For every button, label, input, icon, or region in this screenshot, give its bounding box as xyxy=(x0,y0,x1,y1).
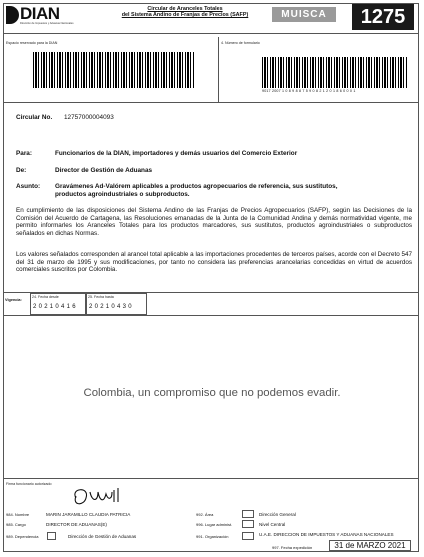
name-value: MARIN JARAMILLO CLAUDIA PATRICIA xyxy=(46,512,131,517)
org-value: U.A.E. DIRECCION DE IMPUESTOS Y ADUANAS NACIONALES xyxy=(259,532,394,537)
vigencia-label: Vigencia: xyxy=(5,298,22,302)
muisca-logo: MUISCA xyxy=(272,7,336,22)
barcode-image xyxy=(33,52,195,88)
de-value: Director de Gestión de Aduanas xyxy=(55,167,153,174)
para-label: Para: xyxy=(16,150,32,157)
para-value: Funcionarios de la DIAN, importadores y demás usuarios del Comercio Exterior xyxy=(55,150,298,157)
handwritten-signature xyxy=(68,484,128,510)
title-line-1: Circular de Aranceles Totales xyxy=(147,6,223,12)
dependencia-value: Dirección de Gestión de Aduanas xyxy=(68,534,137,539)
date-from-value: 2 0 2 1 0 4 1 6 xyxy=(33,304,76,310)
authorized-label: Firma funcionario autorizado xyxy=(6,482,52,486)
logo-subtitle: Dirección de Impuestos y Aduanas Nacionales xyxy=(20,22,74,25)
circular-label: Circular No. xyxy=(16,114,53,121)
date-to-label: 25. Fecha hasta xyxy=(88,295,114,299)
divider xyxy=(3,478,419,479)
circular-number: 12757000004093 xyxy=(64,114,114,121)
org-box xyxy=(242,532,254,540)
cargo-label: 985. Cargo xyxy=(6,522,26,527)
divider xyxy=(218,37,219,102)
reserved-label: Espacio reservado para la DIAN xyxy=(6,41,58,45)
de-label: De: xyxy=(16,167,27,174)
date-to-value: 2 0 2 1 0 4 3 0 xyxy=(89,304,132,310)
org-label: 991. Organización xyxy=(196,534,229,539)
level-value: Nivel Central xyxy=(259,522,286,527)
level-box xyxy=(242,520,254,528)
date-issue-value: 31 de MARZO 2021 xyxy=(329,540,411,551)
paragraph-compliance: En cumplimiento de las disposiciones del Sistema Andino de las Franjas de Precios Agropecuarios (SAFP), según las Decisiones de la Comisión del Acuerdo de Cartagena, las Resoluciones emanadas de la Junta de la Comunidad Andina y demás normatividad vigente, me permito informarles los Aranceles Totales para los productos marcadores, sus sustitutos, productos agroindustriales o subproductos señalados en dichas Normas. xyxy=(16,207,412,237)
barcode-image-2 xyxy=(262,57,408,88)
asunto-label: Asunto: xyxy=(16,183,41,190)
dependencia-box xyxy=(47,532,56,540)
date-from-label: 24. Fecha desde xyxy=(32,295,59,299)
name-label: 984. Nombre xyxy=(6,512,30,517)
date-issue-label: 997. Fecha expedición xyxy=(272,545,313,550)
paragraph-values: Los valores señalados corresponden al arancel total aplicable a las importaciones procedentes de terceros países, acorde con el Decreto 547 del 31 de marzo de 1995 y sus modificaciones, por tanto no considera las preferencias arancelarias concedidas en virtud de acuerdos comerciales suscritos por Colombia. xyxy=(16,251,412,274)
dependencia-label: 989. Dependencia xyxy=(6,534,39,539)
divider xyxy=(3,102,419,103)
form-number-badge: 1275 xyxy=(352,4,414,30)
slogan: Colombia, un compromiso que no podemos evadir. xyxy=(83,387,341,399)
divider xyxy=(3,33,419,34)
area-box xyxy=(242,510,254,518)
area-value: Dirección General xyxy=(259,512,296,517)
asunto-value: Gravámenes Ad-Valórem aplicables a productos agropecuarios de referencia, sus sustitutos, productos agroindustriales o subproductos. xyxy=(55,183,338,198)
barcode-number: 9017 2007 1 0 8 9 8 8 7 5 9 0 8 2 1 2 0 1 8 6 0 0 0 1 xyxy=(262,89,356,93)
document-title xyxy=(100,6,270,19)
form-number-label: 4. Número de formulario xyxy=(221,41,260,45)
area-label: 992. Área xyxy=(196,512,214,517)
cargo-value: DIRECTOR DE ADUANAS(E) xyxy=(46,522,107,527)
level-label: 996. Lugar administ. xyxy=(196,522,233,527)
divider xyxy=(3,315,419,316)
logo-text: DIAN xyxy=(20,4,60,23)
title-line-2: del Sistema Andino de Franjas de Precios (SAFP) xyxy=(121,12,249,19)
